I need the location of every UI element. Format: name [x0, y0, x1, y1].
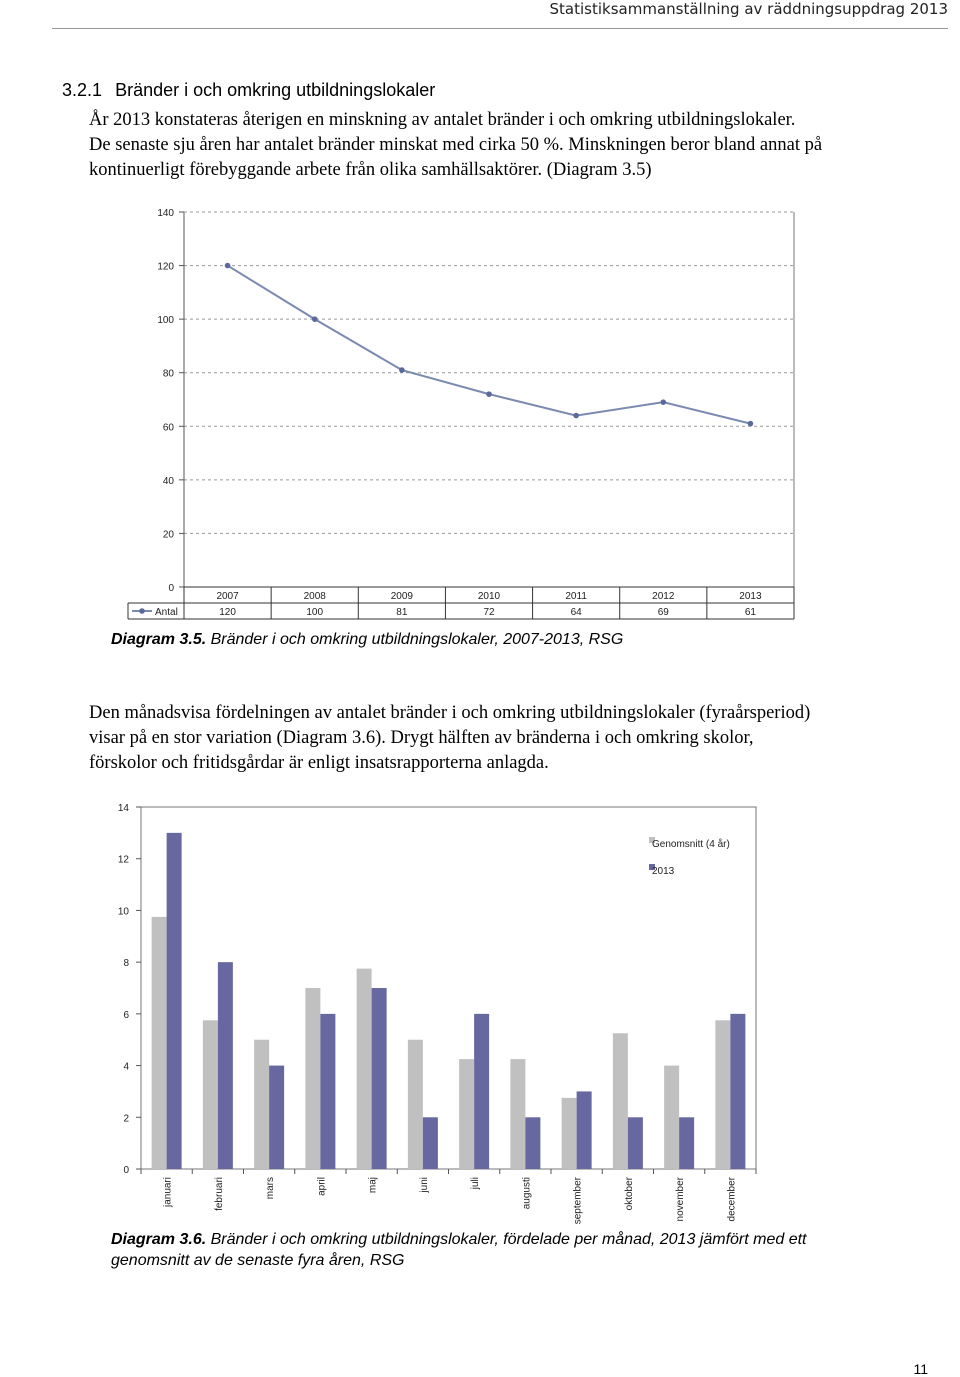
bar-chart-y-tick-label: 4: [123, 1061, 129, 1073]
section-title: Bränder i och omkring utbildningslokaler: [115, 80, 436, 100]
line-chart-data-table: [128, 587, 794, 619]
line-chart-data-label: 120: [219, 607, 236, 618]
caption-diagram-3-5: [111, 629, 623, 650]
bar-chart-bar: [525, 1117, 540, 1169]
line-chart-plot: [225, 263, 753, 427]
bar-chart-x-tick-label: november: [675, 1177, 687, 1222]
bar-chart-x-tick-label: juni: [418, 1177, 430, 1193]
caption-diagram-3-6: [111, 1229, 807, 1271]
bar-chart-bar: [408, 1040, 423, 1169]
line-chart-data-label: 69: [657, 607, 669, 618]
header-rule: [52, 28, 948, 29]
caption-text: Bränder i och omkring utbildningslokaler, fördelade per månad, 2013 jämfört med ett: [206, 1231, 807, 1248]
bar-chart-y-tick-label: 6: [123, 1009, 129, 1021]
paragraph-2-line: visar på en stor variation (Diagram 3.6). Drygt hälften av bränderna i och omkring skolor,: [89, 728, 754, 748]
bar-chart-bar: [305, 988, 320, 1169]
bar-chart-x-tick-label: mars: [265, 1177, 277, 1200]
bar-chart-bar: [152, 917, 167, 1169]
line-chart-x-tick-label: 2013: [739, 591, 762, 602]
bar-chart-y-tick-label: 10: [117, 906, 129, 918]
line-chart-data-label: 61: [744, 607, 756, 618]
bar-chart-bar: [577, 1091, 592, 1169]
line-chart-y-tick-label: 80: [162, 368, 174, 380]
page-header: Statistiksammanställning av räddningsuppdrag 2013: [549, 0, 948, 18]
line-chart-series-name: Antal: [155, 607, 178, 618]
bar-chart-bar: [730, 1014, 745, 1169]
line-chart-y-tick-label: 60: [162, 422, 174, 434]
bar-chart-bar: [167, 833, 182, 1169]
bar-chart-bar: [562, 1098, 577, 1169]
line-chart-point: [660, 399, 666, 405]
bar-chart-bar: [628, 1117, 643, 1169]
section-number: 3.2.1: [62, 80, 103, 100]
bar-chart-x-tick-label: april: [316, 1177, 328, 1196]
bar-chart-bar: [510, 1059, 525, 1169]
line-chart-series-line: [228, 266, 751, 424]
bar-chart-x-tick-label: september: [572, 1177, 584, 1225]
bar-chart-y-tick-label: 14: [117, 803, 129, 814]
line-chart-y-tick-label: 100: [157, 315, 174, 327]
bar-chart-x-tick-label: december: [726, 1177, 738, 1222]
legend-label: 2013: [652, 866, 675, 877]
section-heading: [62, 80, 435, 101]
line-chart-data-label: 72: [483, 607, 495, 618]
paragraph-2: [89, 701, 934, 776]
line-chart-point: [486, 391, 492, 397]
paragraph-1-line: År 2013 konstateras återigen en minskning av antalet bränder i och omkring utbildningslokaler.: [89, 110, 796, 130]
bar-chart-bar: [320, 1014, 335, 1169]
paragraph-2-line: Den månadsvisa fördelningen av antalet bränder i och omkring utbildningslokaler (fyraårsperiod): [89, 703, 811, 723]
caption-text-line2: genomsnitt av de senaste fyra åren, RSG: [111, 1252, 405, 1269]
bar-chart-bar: [218, 962, 233, 1169]
line-chart-y-tick-label: 40: [162, 475, 174, 487]
line-chart-point: [399, 367, 405, 373]
bar-chart-bar: [474, 1014, 489, 1169]
bar-chart-bars: [152, 833, 746, 1169]
bar-chart-x-tick-label: januari: [162, 1177, 174, 1208]
bar-chart-x-tick-label: oktober: [623, 1177, 635, 1211]
bar-chart-bar: [423, 1117, 438, 1169]
line-chart-x-tick-label: 2008: [303, 591, 326, 602]
bar-chart-y-tick-label: 8: [123, 958, 129, 970]
bar-chart-y-ticks: [118, 803, 141, 1176]
paragraph-2-line: förskolor och fritidsgårdar är enligt insatsrapporterna anlagda.: [89, 753, 549, 773]
bar-chart-border: [141, 807, 756, 1169]
caption-text: Bränder i och omkring utbildningslokaler, 2007-2013, RSG: [206, 631, 624, 648]
page-number: 11: [913, 1361, 928, 1377]
line-chart-x-tick-label: 2012: [652, 591, 675, 602]
bar-chart-x-tick-label: maj: [367, 1177, 379, 1194]
bar-chart-legend: [649, 837, 730, 877]
bar-chart-y-tick-label: 2: [123, 1113, 129, 1125]
line-chart-x-tick-label: 2011: [565, 591, 587, 602]
line-chart-point: [225, 263, 231, 269]
bar-chart-bar: [269, 1066, 284, 1169]
bar-chart: [0, 795, 960, 1235]
bar-chart-bar: [664, 1066, 679, 1169]
legend-label: Genomsnitt (4 år): [652, 839, 730, 850]
bar-chart-y-tick-label: 0: [123, 1165, 129, 1176]
line-chart-grid: [184, 212, 794, 533]
bar-chart-x-tick-label: augusti: [521, 1177, 533, 1210]
line-chart-y-tick-label: 20: [162, 529, 174, 541]
paragraph-1-line: kontinuerligt förebyggande arbete från olika samhällsaktörer. (Diagram 3.5): [89, 160, 652, 180]
line-chart-y-tick-label: 120: [157, 261, 174, 273]
bar-chart-x-tick-label: juli: [470, 1177, 482, 1190]
bar-chart-frame: [141, 807, 756, 1169]
line-chart-data-label: 100: [306, 607, 324, 618]
line-chart-y-tick-label: 140: [157, 208, 174, 219]
line-chart-data-label: 81: [396, 607, 408, 618]
line-chart-x-tick-label: 2010: [477, 591, 501, 602]
bar-chart-bar: [459, 1059, 474, 1169]
bar-chart-bar: [357, 969, 372, 1169]
caption-label: Diagram 3.6.: [111, 1231, 207, 1248]
line-chart-point: [573, 413, 579, 419]
bar-chart-bar: [372, 988, 387, 1169]
bar-chart-x-ticks: [141, 1169, 756, 1224]
line-chart-y-tick-label: 0: [168, 583, 174, 594]
paragraph-1-line: De senaste sju åren har antalet bränder minskat med cirka 50 %. Minskningen beror bland annat på: [89, 135, 823, 155]
bar-chart-y-tick-label: 12: [117, 854, 129, 866]
bar-chart-bar: [254, 1040, 269, 1169]
paragraph-1: [89, 108, 934, 183]
line-chart-x-tick-label: 2007: [216, 591, 239, 602]
bar-chart-bar: [203, 1020, 218, 1169]
line-chart-data-label: 64: [570, 607, 582, 618]
legend-marker-swatch: [139, 608, 145, 614]
line-chart-point: [312, 316, 318, 322]
bar-chart-bar: [715, 1020, 730, 1169]
bar-chart-bar: [613, 1033, 628, 1169]
line-chart: [0, 200, 960, 630]
bar-chart-bar: [679, 1117, 694, 1169]
caption-label: Diagram 3.5.: [111, 631, 207, 648]
line-chart-point: [748, 421, 754, 427]
bar-chart-x-tick-label: februari: [213, 1177, 225, 1211]
line-chart-x-tick-label: 2009: [390, 591, 413, 602]
